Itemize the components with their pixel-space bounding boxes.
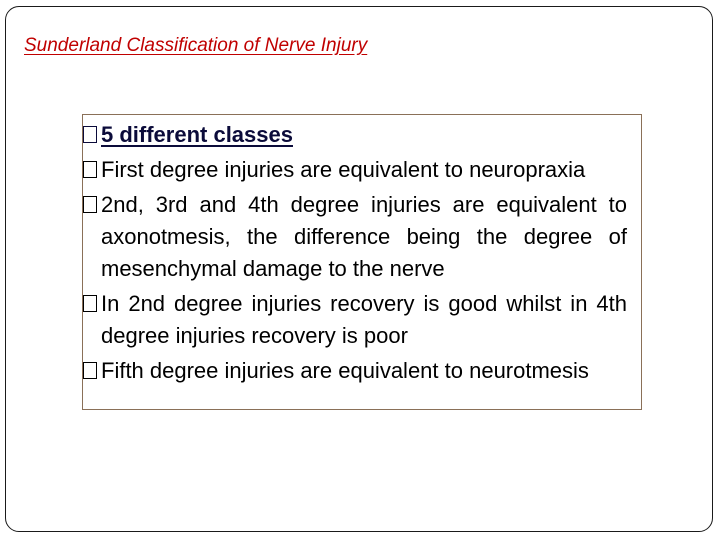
bullet-item-classes bbox=[101, 119, 627, 151]
bullet-text: In 2nd degree injuries recovery is good whilst in 4th degree injuries recovery is poor bbox=[101, 291, 627, 348]
bullet-item-fifth-degree bbox=[101, 355, 627, 387]
bullet-list bbox=[0, 119, 720, 387]
box-bullet-icon bbox=[83, 161, 97, 178]
box-bullet-icon bbox=[83, 362, 97, 379]
bullet-text: First degree injuries are equivalent to neuropraxia bbox=[101, 157, 586, 182]
box-bullet-icon bbox=[83, 126, 97, 143]
bullet-text: Fifth degree injuries are equivalent to neurotmesis bbox=[101, 358, 589, 383]
bullet-item-axonotmesis bbox=[101, 189, 627, 285]
box-bullet-icon bbox=[83, 196, 97, 213]
bullet-text: 5 different classes bbox=[101, 122, 293, 147]
bullet-item-first-degree bbox=[101, 154, 627, 186]
slide-title: Sunderland Classification of Nerve Injury bbox=[24, 35, 368, 56]
bullet-text: 2nd, 3rd and 4th degree injuries are equivalent to axonotmesis, the difference being the degree of mesenchymal damage to the nerve bbox=[101, 192, 627, 281]
box-bullet-icon bbox=[83, 295, 97, 312]
bullet-item-recovery bbox=[101, 288, 627, 352]
